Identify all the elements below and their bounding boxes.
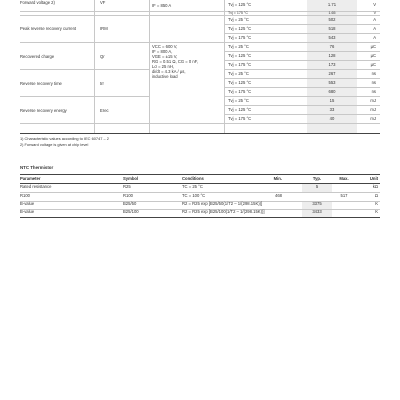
temp-cell: Tvj = 175 °C: [228, 35, 252, 40]
ntc-symbol: R100: [123, 193, 134, 198]
table-top-rule: [20, 174, 380, 175]
row-divider: [20, 96, 149, 97]
header-conditions: Conditions: [182, 176, 204, 181]
value-cell: 173: [328, 62, 336, 67]
row-divider: [224, 96, 380, 97]
temp-cell: Tvj = 125 °C: [228, 53, 252, 58]
unit-cell: mJ: [370, 107, 376, 112]
param-peak-reverse-current: Peak reverse recovery current: [20, 26, 77, 31]
header-parameter: Parameter: [20, 176, 41, 181]
temp-cell: Tvj = 125 °C: [228, 80, 252, 85]
param-recovered-charge: Recovered charge: [20, 54, 55, 59]
ntc-typ: 3375: [312, 201, 322, 206]
ntc-conditions: R2 = R25 exp [B25/100(1/T2 – 1/(298.15K))]: [182, 209, 265, 214]
unit-cell: µC: [370, 62, 376, 67]
footnote: 2) Forward voltage is given at chip level: [20, 142, 89, 147]
ntc-conditions: R2 = R25 exp [B25/50(1/T2 – 1/(298.15K))]: [182, 201, 263, 206]
param-forward-voltage: Forward voltage 2): [20, 0, 55, 5]
symbol-erec: Erec: [100, 108, 109, 113]
ntc-param: Rated resistance: [20, 184, 52, 189]
footnote: 1) Characteristic values according to IEC 60747 – 2: [20, 136, 109, 141]
temp-cell: Tvj = 175 °C: [228, 62, 252, 67]
value-cell: 33: [329, 107, 335, 112]
row-divider: [224, 69, 380, 70]
value-cell: 1.65: [328, 11, 336, 15]
value-cell: 76: [329, 44, 335, 49]
header-unit: Unit: [369, 176, 378, 181]
unit-cell: A: [373, 26, 376, 31]
unit-cell: ns: [371, 71, 376, 76]
shared-condition: Lσ = 25 nH,: [152, 64, 175, 69]
shared-condition: inductive load: [152, 74, 178, 79]
temp-cell: Tvj = 175 °C: [228, 116, 252, 121]
cond-vf: IF = 850 A: [152, 3, 172, 8]
row-divider: [20, 69, 149, 70]
column-divider: [94, 0, 95, 133]
param-reverse-recovery-time: Reverse recovery time: [20, 81, 62, 86]
ntc-symbol: B25/50: [123, 201, 137, 206]
ntc-unit: K: [375, 201, 378, 206]
header-typ: Typ.: [312, 176, 322, 181]
section-title: NTC Thermistor: [20, 165, 54, 170]
temp-cell: Tvj = 25 °C: [228, 71, 249, 76]
table-bottom-rule: [20, 133, 380, 134]
unit-cell: ns: [371, 80, 376, 85]
row-divider: [224, 87, 380, 88]
ntc-unit: kΩ: [372, 184, 378, 189]
unit-cell: A: [373, 35, 376, 40]
param-reverse-recovery-energy: Reverse recovery energy: [20, 108, 67, 113]
temp-cell: Tvj = 125 °C: [228, 26, 252, 31]
unit-cell: µC: [370, 53, 376, 58]
value-cell: 267: [328, 71, 336, 76]
ntc-param: B-value: [20, 209, 35, 214]
shared-condition: IF = 800 A,: [152, 49, 173, 54]
row-divider: [224, 78, 380, 79]
ntc-symbol: R25: [123, 184, 131, 189]
value-cell: 128: [328, 53, 336, 58]
value-cell: 680: [328, 89, 336, 94]
header-min: Min.: [273, 176, 282, 181]
unit-cell: µC: [370, 44, 376, 49]
ntc-typ: 3433: [312, 209, 322, 214]
row-divider: [224, 114, 380, 115]
unit-cell: V: [373, 2, 376, 7]
unit-cell: mJ: [370, 98, 376, 103]
ntc-unit: Ω: [374, 193, 378, 198]
ntc-conditions: TC = 100 °C: [182, 193, 206, 198]
temp-cell: Tvj = 175 °C: [228, 89, 252, 94]
unit-cell: A: [373, 17, 376, 22]
shared-condition: VGE = ±15 V,: [152, 54, 178, 59]
shared-condition: di/dt = 4.3 kA / µs,: [152, 69, 186, 74]
value-cell: 1.71: [327, 2, 337, 7]
temp-cell: Tvj = 25 °C: [228, 44, 249, 49]
temp-cell: Tvj = 125 °C: [228, 2, 252, 7]
row-divider: [224, 51, 380, 52]
ntc-conditions: TC = 25 °C: [182, 184, 203, 189]
header-max: Max.: [339, 176, 349, 181]
temp-cell: Tvj = 125 °C: [228, 107, 252, 112]
temp-cell: Tvj = 175 °C: [228, 11, 248, 15]
ntc-min: 468: [275, 193, 282, 198]
row-divider: [20, 42, 380, 43]
value-cell: 518: [328, 26, 336, 31]
symbol-trr: trr: [100, 81, 104, 86]
ntc-typ: 5: [315, 184, 319, 189]
column-divider: [149, 0, 150, 133]
ntc-symbol: B25/100: [123, 209, 139, 214]
row-divider: [224, 24, 380, 25]
symbol-vf: VF: [100, 0, 106, 5]
value-cell: 15: [329, 98, 335, 103]
temp-cell: Tvj = 25 °C: [228, 17, 249, 22]
unit-cell: ns: [371, 89, 376, 94]
symbol-qr: Qr: [100, 54, 105, 59]
symbol-irm: IRM: [100, 26, 108, 31]
row-divider: [20, 123, 380, 124]
unit-cell: mJ: [370, 116, 376, 121]
temp-cell: Tvj = 25 °C: [228, 98, 249, 103]
value-cell: 40: [329, 116, 335, 121]
value-cell: 543: [328, 35, 336, 40]
row-divider: [224, 33, 380, 34]
table-bottom-rule: [20, 217, 380, 218]
unit-cell: V: [373, 11, 376, 15]
ntc-unit: K: [375, 209, 378, 214]
row-divider: [224, 60, 380, 61]
value-cell: 553: [328, 80, 336, 85]
ntc-max: 517: [340, 193, 348, 198]
shared-condition: VCC = 600 V,: [152, 44, 178, 49]
shared-condition: RG = 0.51 Ω, CG = 0 nF,: [152, 59, 198, 64]
row-divider: [224, 105, 380, 106]
ntc-param: B-value: [20, 201, 35, 206]
header-symbol: Symbol: [123, 176, 139, 181]
value-cell: 502: [328, 17, 336, 22]
ntc-param: R100: [20, 193, 31, 198]
